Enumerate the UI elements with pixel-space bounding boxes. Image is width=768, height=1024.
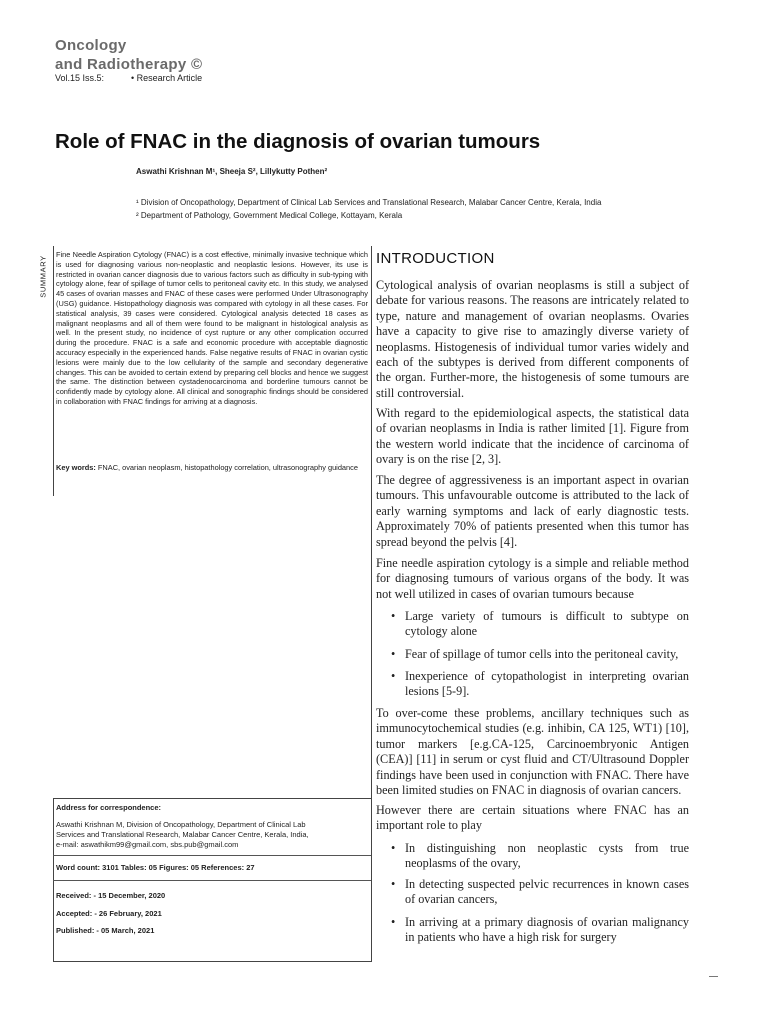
list-item: • Inexperience of cytopathologist in interpreting ovarian lesions [5-9]. <box>391 669 689 699</box>
issue-info: Vol.15 Iss.5: <box>55 73 105 83</box>
paper-title: Role of FNAC in the diagnosis of ovarian tumours <box>55 130 541 153</box>
correspondence-bottom-rule <box>53 961 371 962</box>
keywords-label: Key words: <box>56 463 96 472</box>
intro-paragraph-1: Cytological analysis of ovarian neoplasms is still a subject of debate for various reasons. The reasons are intricately related to type, nature and management of ovarian neoplasms. Ovaries have a capacity to give rise to amazingly diverse variety of neoplasms. Histogenesis of individual tumor varies widely and each of the subtypes is derived from different components of the organ. Further-more, the histogenesis of some tumours are still controversial. <box>376 278 689 400</box>
introduction-heading: INTRODUCTION <box>376 250 495 267</box>
journal-name-line2: and Radiotherapy © <box>55 56 203 73</box>
bullet-list-1c <box>376 669 689 700</box>
summary-label: SUMMARY <box>38 255 48 298</box>
intro-paragraph-4: Fine needle aspiration cytology is a simple and reliable method for diagnosing tumours of various organs of the body. It was not well utilized in cases of ovarian tumours because <box>376 556 689 601</box>
correspondence-address: Aswathi Krishnan M, Division of Oncopathology, Department of Clinical Lab Services and Translational Research, Malabar Cancer Centre, Kerala, India, e-mail: aswathikm99@gmail.com, sbs.pub@gmail.com <box>56 820 309 849</box>
keywords <box>56 463 368 473</box>
article-type: • Research Article <box>131 73 203 83</box>
received-date: Received: - 15 December, 2020 <box>56 891 166 900</box>
intro-paragraph-2: With regard to the epidemiological aspects, the statistical data of ovarian neoplasms in India is rather limited [1]. Figure from the western world indicate that the incidence of carcinoma of ovary is on the rise [2, 3]. <box>376 406 689 467</box>
list-item: • In detecting suspected pelvic recurrences in known cases of ovarian cancers, <box>391 877 689 907</box>
bullet-list-2 <box>376 841 689 872</box>
affiliation-2: ² Department of Pathology, Government Medical College, Kottayam, Kerala <box>136 211 403 220</box>
summary-rule <box>53 246 54 496</box>
page-corner-mark <box>709 976 718 977</box>
bullet-list-1b <box>376 647 689 662</box>
accepted-date: Accepted: - 26 February, 2021 <box>56 909 162 918</box>
divider-1 <box>53 855 371 856</box>
list-item: • In distinguishing non neoplastic cysts from true neoplasms of the ovary, <box>391 841 689 871</box>
column-divider <box>371 246 372 962</box>
list-item: • Fear of spillage of tumor cells into the peritoneal cavity, <box>391 647 679 661</box>
correspondence-label: Address for correspondence: <box>56 803 162 812</box>
intro-paragraph-3: The degree of aggressiveness is an important aspect in ovarian tumours. This unfavourable outcome is attributed to the lack of early warning symptoms and lack of early diagnostic tests. Approximately 70% of patients presented when this tumor has spread beyond the pelvis [4]. <box>376 473 689 549</box>
list-item: • Large variety of tumours is difficult to subtype on cytology alone <box>391 609 689 639</box>
journal-name <box>55 36 202 74</box>
bullet-list-2c <box>376 915 689 946</box>
intro-paragraph-6: However there are certain situations where FNAC has an important role to play <box>376 803 689 833</box>
published-date: Published: - 05 March, 2021 <box>56 926 155 935</box>
affiliation-1: ¹ Division of Oncopathology, Department of Clinical Lab Services and Translational Research, Malabar Cancer Centre, Kerala, India <box>136 198 602 207</box>
word-count: Word count: 3101 Tables: 05 Figures: 05 References: 27 <box>56 863 255 872</box>
summary-text: Fine Needle Aspiration Cytology (FNAC) is a cost effective, minimally invasive technique which is used for diagnosing various non-neoplastic and neoplastic lesions. However, its use is restricted in ovarian cancer diagnosis due to various factors such as difficulty in sub-typing with cytology alone, fear of spillage of tumor cells to peritoneal cavity etc. In this study, we analysed 45 cases of ovarian masses and FNAC of these cases were performed Under Ultrasonography (USG) guidance. Histopathology diagnosis was compared with cytology in all these cases. For statistical analysis, 39 cases were considered. Cytological analysis detected 18 cases as malignant neoplasms and all of them were found to be malignant in histological analysis as well. In the present study, no incidence of cyst rupture or any other complication occurred during the procedure. FNAC is a safe and economic procedure with acceptable diagnostic accuracy especially in the experienced hands. False negative results of FNAC in ovarian cystic lesions were mainly due to the low cellularity of the sample and secondary degenerative changes. This can be avoided to certain extend by preparing cell blocks and hence we suggest the same. The distinction between cystadenocarcinoma and borderline tumours cannot be confidently made by cytology alone. All clinical and sonographic findings should be considered in collaboration with FNAC findings for arriving at a diagnosis. <box>56 250 368 406</box>
correspondence-top-rule <box>53 798 371 799</box>
authors: Aswathi Krishnan M¹, Sheeja S², Lillykutty Pothen² <box>136 167 328 176</box>
bullet-list-2b <box>376 877 689 908</box>
journal-name-line1: Oncology <box>55 37 127 54</box>
keywords-text: FNAC, ovarian neoplasm, histopathology correlation, ultrasonography guidance <box>97 463 358 472</box>
divider-2 <box>53 880 371 881</box>
intro-paragraph-5: To over-come these problems, ancillary techniques such as immunocytochemical studies (e.g. inhibin, CA 125, WT1) [10], tumor markers [e.g.CA-125, Carcinoembryonic Antigen (CEA)] [11] in serum or cyst fluid and CT/Ultrasound Doppler findings have been used in conjunction with FNAC. There have been limited studies on FNAC in diagnosis of ovarian cancers. <box>376 706 689 798</box>
bullet-list-1 <box>376 609 689 640</box>
list-item: • In arriving at a primary diagnosis of ovarian malignancy in patients who have a high risk for surgery <box>391 915 689 945</box>
